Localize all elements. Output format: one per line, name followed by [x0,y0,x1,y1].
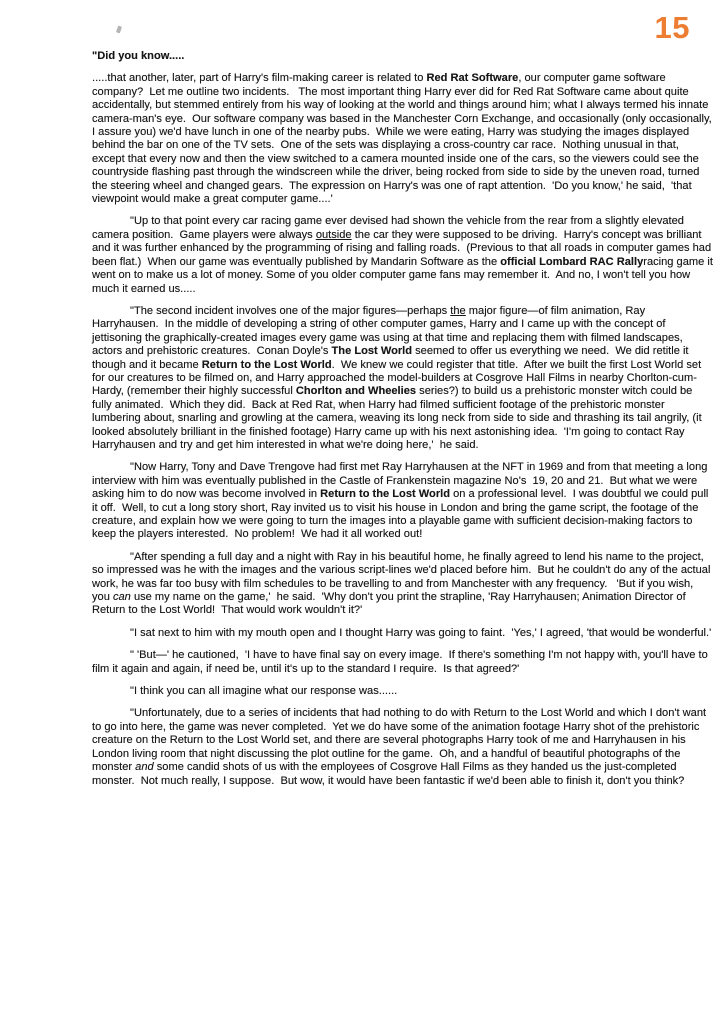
text-segment: official Lombard RAC Rally [500,255,644,268]
page-number: 15 [654,10,690,45]
scan-artifact [116,26,122,34]
text-segment: series?) to build us a prehistoric monster witch could be fully animated. Which they did. Back at Red Rat, when Harry had filmed sufficient footage of the prehistoric monster lumbering about, snarling and growling at the camera, weaving its long neck from side to side and thrashing its tail angrily, (it looked absolutely brilliant in the finished footage) Harry came up with his next astonishing idea. 'I'm going to contact Ray Harryhausen and try and get him interested in what we're doing here,' he said. [92,385,705,451]
paragraph [92,649,713,676]
text-segment: , our computer game software company? Let me outline two incidents. The most important thing Harry ever did for Red Rat Software came about quite accidentally, but stemmed entirely from his way of looking at the world and things around him; what I always termed his innate camera-man's eye. Our software company was based in the Manchester Corn Exchange, and occasionally (only occasionally, I assure you) we'd have lunch in one of the nearby pubs. While we were eating, Harry was studying the images displayed behind the bar on one of the TV sets. One of the sets was displaying a cross-country car race. Nothing unusual in that, except that every now and then the view switched to a camera mounted inside one of the cars, so the viewers could see the countryside flashing past through the windscreen while the driver, being rocked from side to side by the uneven road, turned the steering wheel and changed gears. The expression on Harry's was one of rapt attention. 'Do you know,' he said, 'that viewpoint would make a great computer game....' [92,72,715,206]
text-segment: "After spending a full day and a night with Ray in his beautiful home, he finally agreed to lend his name to the project, so impressed was he with the images and the various script-lines we'd placed before him. But he couldn't do any of the actual work, he was far too busy with film schedules to be travelling to and from Manchester with any frequency. 'But if you wish, you [92,550,714,604]
paragraph [92,215,717,295]
text-segment: can [112,591,131,604]
paragraph [92,551,713,618]
text-segment: .....that another, later, part of Harry's film-making career is related to [92,72,427,85]
text-segment: Red Rat Software [426,72,519,85]
text-segment: racing game it went on to make us a lot of money. Some of you older computer game fans may remember it. And no, I won't tell you how much it earned us..... [92,255,717,295]
paragraph [92,72,713,206]
document-body [92,50,717,788]
text-segment: seemed to offer us everything we need. We did retitle it though and it became [92,345,692,371]
text-segment: Return to the Lost World [320,488,450,501]
document-heading: "Did you know..... [92,50,185,62]
text-segment: Chorlton and Wheelies [295,385,417,398]
text-segment: "The second incident involves one of the major figures—perhaps [130,304,451,317]
text-segment: "Up to that point every car racing game ever devised had shown the vehicle from the rear from a slightly elevated camera position. Game players were always [92,215,688,241]
text-segment: the [450,304,466,317]
text-segment: Return to the Lost World [201,358,332,371]
text-segment: The Lost World [331,345,413,358]
paragraph [92,707,713,787]
text-segment: " 'But—' he cautioned, 'I have to have final say on every image. If there's something I'm not happy with, you'll have to film it again and again, if need be, until it's up to the standard I require. Is that agreed?' [92,649,711,675]
paragraph [92,627,713,640]
text-segment: outside [315,228,352,241]
text-segment: "Now Harry, Tony and Dave Trengove had first met Ray Harryhausen at the NFT in 1969 and from that meeting a long interview with him was eventually published in the Castle of Frankenstein magazine No's 19, 20 and 21. But what we were asking him to do now was become involved in [92,461,711,501]
text-segment: "I sat next to him with my mouth open and I thought Harry was going to faint. 'Yes,' I agreed, 'that would be wonderful.' [130,626,712,639]
paragraph [92,461,713,541]
text-segment: use my name on the game,' he said. 'Why don't you print the strapline, 'Ray Harryhausen; Animation Director of Return to the Lost World! That would work wouldn't it?' [92,591,689,617]
text-segment: "I think you can all imagine what our response was...... [130,685,398,698]
text-segment: and [135,761,154,774]
text-segment: on a professional level. I was doubtful we could pull it off. Well, to cut a long story short, Ray invited us to visit his house in London and bring the game script, the footage of the creature, and explain how we were going to turn the images into a playable game with sufficient decision-making factors to keep the players interested. No problem! We had it all worked out! [92,488,712,541]
text-segment: . We knew we could register that title. After we built the first Lost World set for our creatures to be filmed on, and Harry approached the model-builders at Cosgrove Hall Films in nearby Chorlton-cum-Hardy, (remember their highly successful [92,358,705,398]
text-segment: the car they were supposed to be driving. Harry's concept was brilliant and it was further enhanced by the programming of rising and falling roads. (Previous to that all roads in computer games had been flat.) When our game was eventually published by Mandarin Software as the [92,228,715,268]
text-segment: "Unfortunately, due to a series of incidents that had nothing to do with Return to the Lost World and which I don't want to go into here, the game was never completed. Yet we do have some of the animation footage Harry shot of the prehistoric creature on the Return to the Lost World set, and there are several photographs Harry took of me and Harryhausen in his London living room that night discussing the plot outline for the game. Oh, and a handful of beautiful photographs of the monster [92,707,710,774]
text-segment: major figure—of film animation, Ray Harryhausen. In the middle of developing a string of other computer games, Harry and I came up with the concept of jettisoning the graphically-created images every game was using at that time and replacing them with filmed landscapes, actors and prehistoric creatures. Conan Doyle's [92,304,686,358]
paragraph [92,685,713,698]
text-segment: some candid shots of us with the employees of Cosgrove Hall Films as they handed us the just-completed monster. Not much really, I suppose. But wow, it would have been fantastic if we'd been able to finish it, don't you think? [92,761,685,787]
paragraph [92,305,713,452]
